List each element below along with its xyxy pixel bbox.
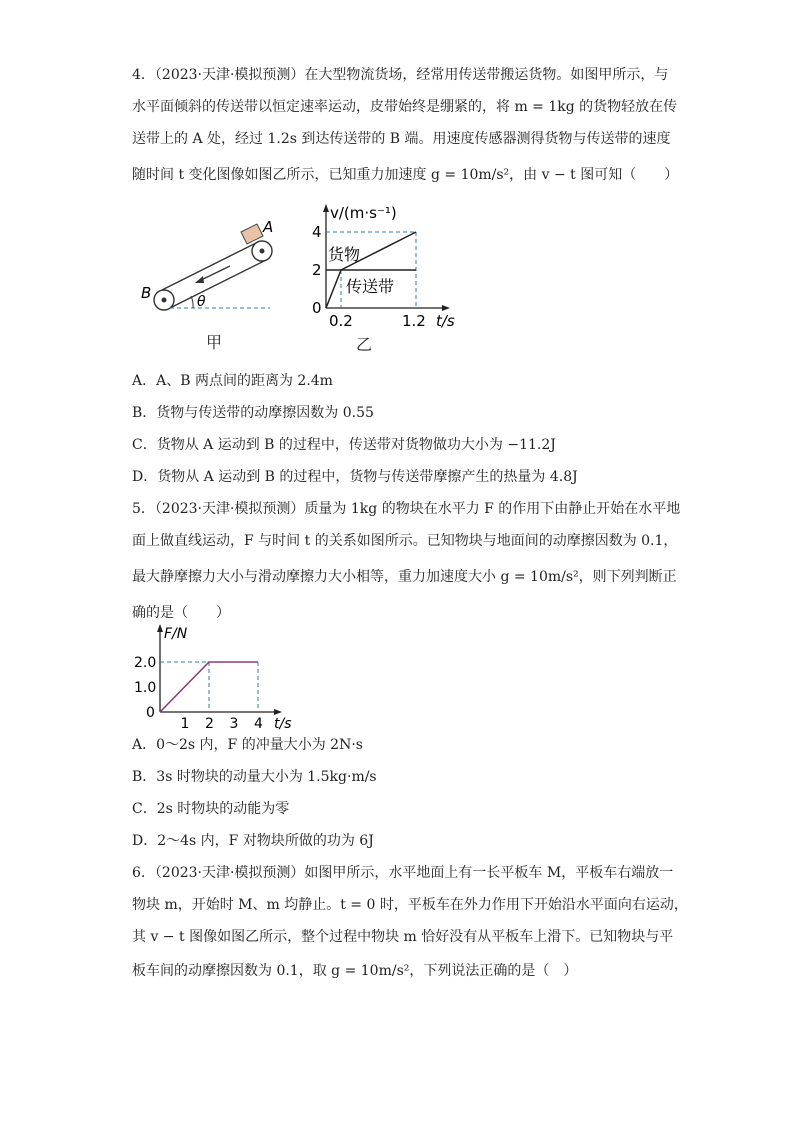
y-tick-0: 0 — [312, 299, 322, 317]
point-b-label: B — [141, 284, 152, 302]
q5-line-4: 确的是（ ） — [132, 605, 230, 621]
x-tick-0: 0 — [146, 705, 155, 721]
x-tick-1.2: 1.2 — [402, 312, 426, 330]
q4-line-1: 4．（2023·天津·模拟预测）在大型物流货场，经常用传送带搬运货物。如图甲所示，与 — [132, 67, 669, 83]
q4-line-3: 送带上的 A 处，经过 1.2s 到达传送带的 B 端。用速度传感器测得货物与传送带的速度 — [132, 131, 671, 147]
q4-option-b: B．货物与传送带的动摩擦因数为 0.55 — [132, 405, 374, 421]
pulley-b-axle — [162, 298, 167, 303]
x-tick-4: 4 — [254, 716, 263, 732]
ft-chart — [134, 622, 300, 732]
figure-jia-caption: 甲 — [206, 333, 223, 352]
belt-top — [162, 241, 260, 290]
q5-option-a: A．0～2s 内，F 的冲量大小为 2N·s — [132, 737, 363, 753]
q5-option-c: C．2s 时物块的动能为零 — [132, 801, 290, 817]
y-axis-arrow — [157, 624, 163, 632]
y-axis-label: F/N — [164, 626, 188, 642]
x-axis-arrow — [274, 709, 282, 715]
q4-option-c: C．货物从 A 运动到 B 的过程中，传送带对货物做功大小为 −11.2J — [132, 437, 556, 453]
y-tick-2: 2 — [312, 261, 322, 279]
q6-line-1: 6．（2023·天津·模拟预测）如图甲所示，水平地面上有一长平板车 M，平板车右端放一 — [132, 865, 674, 881]
x-tick-0.2: 0.2 — [329, 312, 353, 330]
y-axis-arrow — [323, 204, 329, 212]
q5-option-d: D．2～4s 内，F 对物块所做的功为 6J — [132, 833, 374, 849]
annotation-cargo: 货物 — [328, 245, 361, 264]
q5-option-b: B．3s 时物块的动量大小为 1.5kg·m/s — [132, 769, 377, 785]
x-axis-label: t/s — [436, 312, 455, 330]
x-tick-2: 2 — [205, 716, 214, 732]
q5-line-1: 5．（2023·天津·模拟预测）质量为 1kg 的物块在水平力 F 的作用下由静止开始在水平地 — [132, 501, 681, 517]
point-a-label: A — [263, 218, 274, 236]
x-axis-arrow — [442, 305, 450, 311]
y-axis-label: v/(m·s⁻¹) — [330, 204, 397, 222]
q4-option-a: A．A、B 两点间的距离为 2.4m — [132, 373, 333, 389]
x-tick-3: 3 — [229, 716, 239, 732]
conveyor-figure — [135, 208, 285, 348]
q4-line-2: 水平面倾斜的传送带以恒定速率运动，皮带始终是绷紧的，将 m = 1kg 的货物轻放在传 — [132, 99, 678, 115]
q6-line-4: 板车间的动摩擦因数为 0.1，取 g = 10m/s²，下列说法正确的是（ ） — [132, 963, 578, 979]
theta-label: θ — [197, 294, 206, 310]
y-tick-2.0: 2.0 — [134, 655, 157, 671]
vt-chart — [298, 200, 458, 330]
x-tick-1: 1 — [180, 716, 190, 732]
pulley-a-axle — [260, 249, 265, 254]
q6-line-2: 物块 m，开始时 M、m 均静止。t = 0 时，平板车在外力作用下开始沿水平面向右运动， — [132, 897, 688, 913]
angle-arc — [191, 296, 193, 308]
q4-option-d: D．货物从 A 运动到 B 的过程中，货物与传送带摩擦产生的热量为 4.8J — [132, 469, 578, 485]
x-axis-label: t/s — [274, 716, 292, 732]
belt-bottom — [170, 259, 268, 308]
q5-line-2: 面上做直线运动，F 与时间 t 的关系如图所示。已知物块与地面间的动摩擦因数为 0.1， — [132, 533, 678, 549]
q4-line-4: 随时间 t 变化图像如图乙所示，已知重力加速度 g = 10m/s²，由 v − t 图可知（ ） — [132, 167, 679, 183]
annotation-belt: 传送带 — [346, 277, 395, 296]
motion-arrowhead — [195, 276, 204, 283]
q5-line-3: 最大静摩擦力大小与滑动摩擦力大小相等，重力加速度大小 g = 10m/s²，则下列判断正 — [132, 569, 677, 585]
figure-yi-caption: 乙 — [356, 335, 373, 354]
y-tick-4: 4 — [312, 223, 322, 241]
y-tick-1.0: 1.0 — [134, 680, 157, 696]
q6-line-3: 其 v − t 图像如图乙所示，整个过程中物块 m 恰好没有从平板车上滑下。已知物块与平 — [132, 929, 674, 945]
